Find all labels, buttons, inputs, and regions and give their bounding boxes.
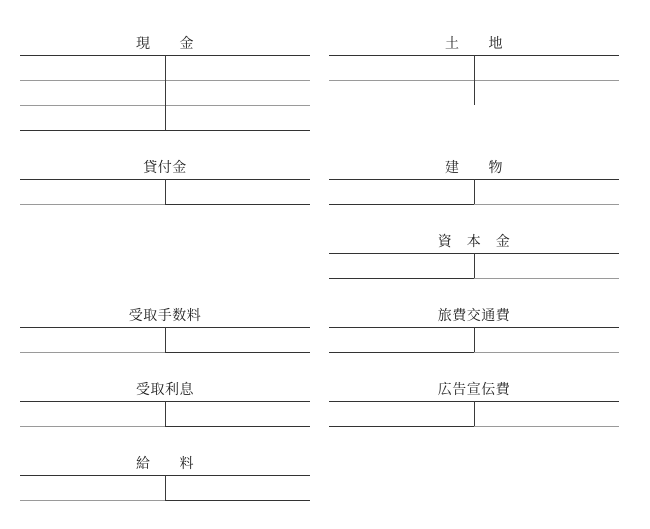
account-title: 資 本 金: [437, 234, 511, 250]
t-account-land: [329, 36, 619, 116]
t-account-capital: [329, 234, 619, 284]
t-account-cash: [20, 36, 310, 136]
t-account-travel-expenses: [329, 308, 619, 358]
ledger-row-line: [474, 426, 619, 427]
ledger-row-line: [165, 352, 310, 353]
account-title: 旅費交通費: [437, 308, 511, 324]
debit-credit-divider: [474, 253, 475, 278]
account-title: 現 金: [136, 36, 194, 52]
t-account-advertising-expenses: [329, 382, 619, 432]
account-title: 貸付金: [143, 160, 187, 176]
debit-credit-divider: [165, 475, 166, 500]
t-account-commission-income: [20, 308, 310, 358]
debit-credit-divider: [474, 327, 475, 352]
ledger-row-line: [20, 204, 165, 205]
debit-credit-divider: [474, 179, 475, 204]
account-title: 受取利息: [136, 382, 194, 398]
ledger-row-line: [165, 500, 310, 501]
debit-credit-divider: [165, 401, 166, 426]
debit-credit-divider: [165, 179, 166, 204]
t-account-buildings: [329, 160, 619, 210]
debit-credit-divider: [474, 401, 475, 426]
account-title: 建 物: [445, 160, 503, 176]
t-account-loans-receivable: [20, 160, 310, 210]
ledger-row-line: [329, 352, 474, 353]
account-title: 受取手数料: [128, 308, 202, 324]
t-account-interest-income: [20, 382, 310, 432]
account-title: 土 地: [445, 36, 503, 52]
debit-credit-divider: [165, 55, 166, 130]
debit-credit-divider: [474, 55, 475, 105]
ledger-row-line: [329, 426, 474, 427]
account-title: 広告宣伝費: [437, 382, 511, 398]
ledger-row-line: [20, 352, 165, 353]
t-account-salaries: [20, 456, 310, 506]
ledger-row-line: [20, 500, 165, 501]
ledger-row-line: [474, 352, 619, 353]
ledger-row-line: [474, 204, 619, 205]
ledger-row-line: [165, 204, 310, 205]
ledger-row-line: [329, 278, 474, 279]
ledger-row-line: [474, 278, 619, 279]
ledger-row-line: [165, 426, 310, 427]
ledger-row-line: [329, 204, 474, 205]
debit-credit-divider: [165, 327, 166, 352]
ledger-row-line: [20, 426, 165, 427]
ledger-row-line: [20, 130, 310, 131]
account-title: 給 料: [136, 456, 194, 472]
